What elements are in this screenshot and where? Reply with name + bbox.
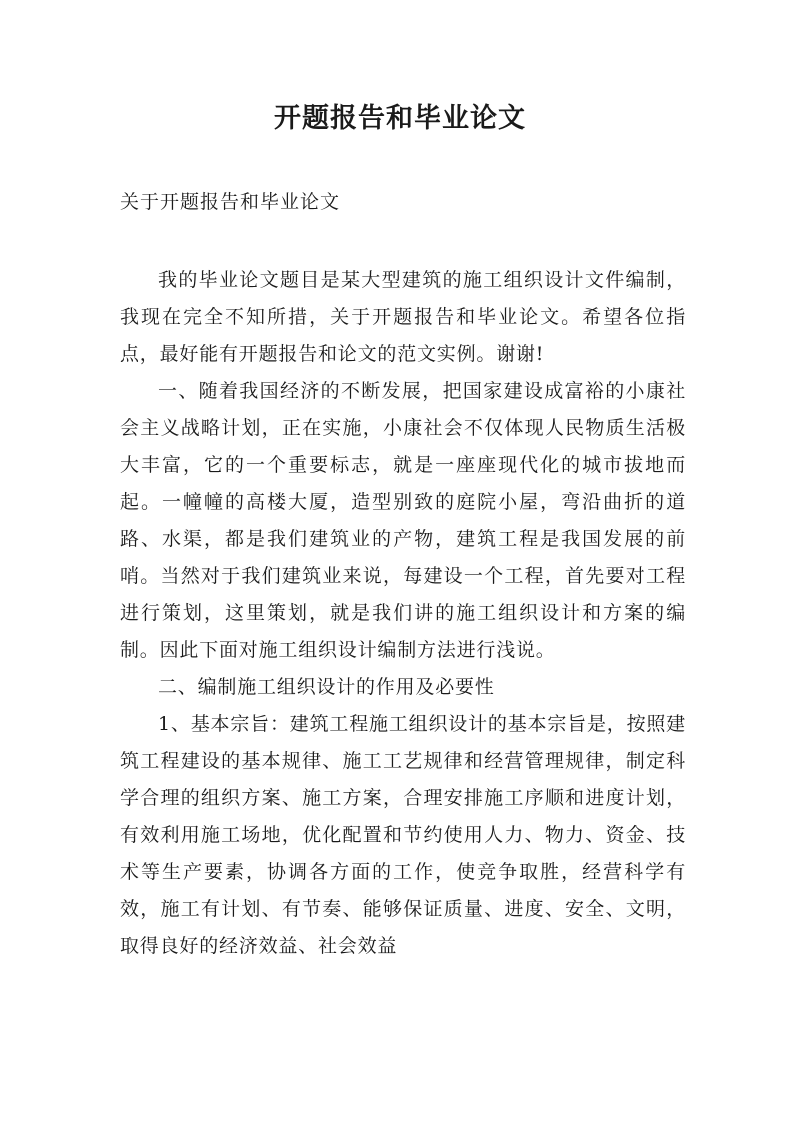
section-heading: 二、编制施工组织设计的作用及必要性 [158, 676, 495, 698]
paragraph: 1、基本宗旨：建筑工程施工组织设计的基本宗旨是，按照建筑工程建设的基本规律、施工工艺规律和经营管理规律，制定科学合理的组织方案、施工方案，合理安排施工序顺和进度计划，有效利用施工场地，优化配置和节约使用人力、物力、资金、技术等生产要素，协调各方面的工作，使竞争取胜，经营科学有效，施工有计划、有节奏、能够保证质量、进度、安全、文明，取得良好的经济效益、社会效益 [120, 713, 686, 957]
paragraph: 我的毕业论文题目是某大型建筑的施工组织设计文件编制，我现在完全不知所措，关于开题报告和毕业论文。希望各位指点，最好能有开题报告和论文的范文实例。谢谢! [120, 269, 686, 365]
document-title: 开题报告和毕业论文 [274, 103, 526, 134]
paragraph: 一、随着我国经济的不断发展，把国家建设成富裕的小康社会主义战略计划，正在实施，小康社会不仅体现人民物质生活极大丰富，它的一个重要标志，就是一座座现代化的城市拔地而起。一幢幢的高楼大厦，造型别致的庭院小屋，弯沿曲折的道路、水渠，都是我们建筑业的产物，建筑工程是我国发展的前哨。当然对于我们建筑业来说，每建设一个工程，首先要对工程进行策划，这里策划，就是我们讲的施工组织设计和方案的编制。因此下面对施工组织设计编制方法进行浅说。 [120, 380, 686, 661]
document-body [120, 232, 686, 965]
document-subtitle: 关于开题报告和毕业论文 [120, 191, 341, 213]
